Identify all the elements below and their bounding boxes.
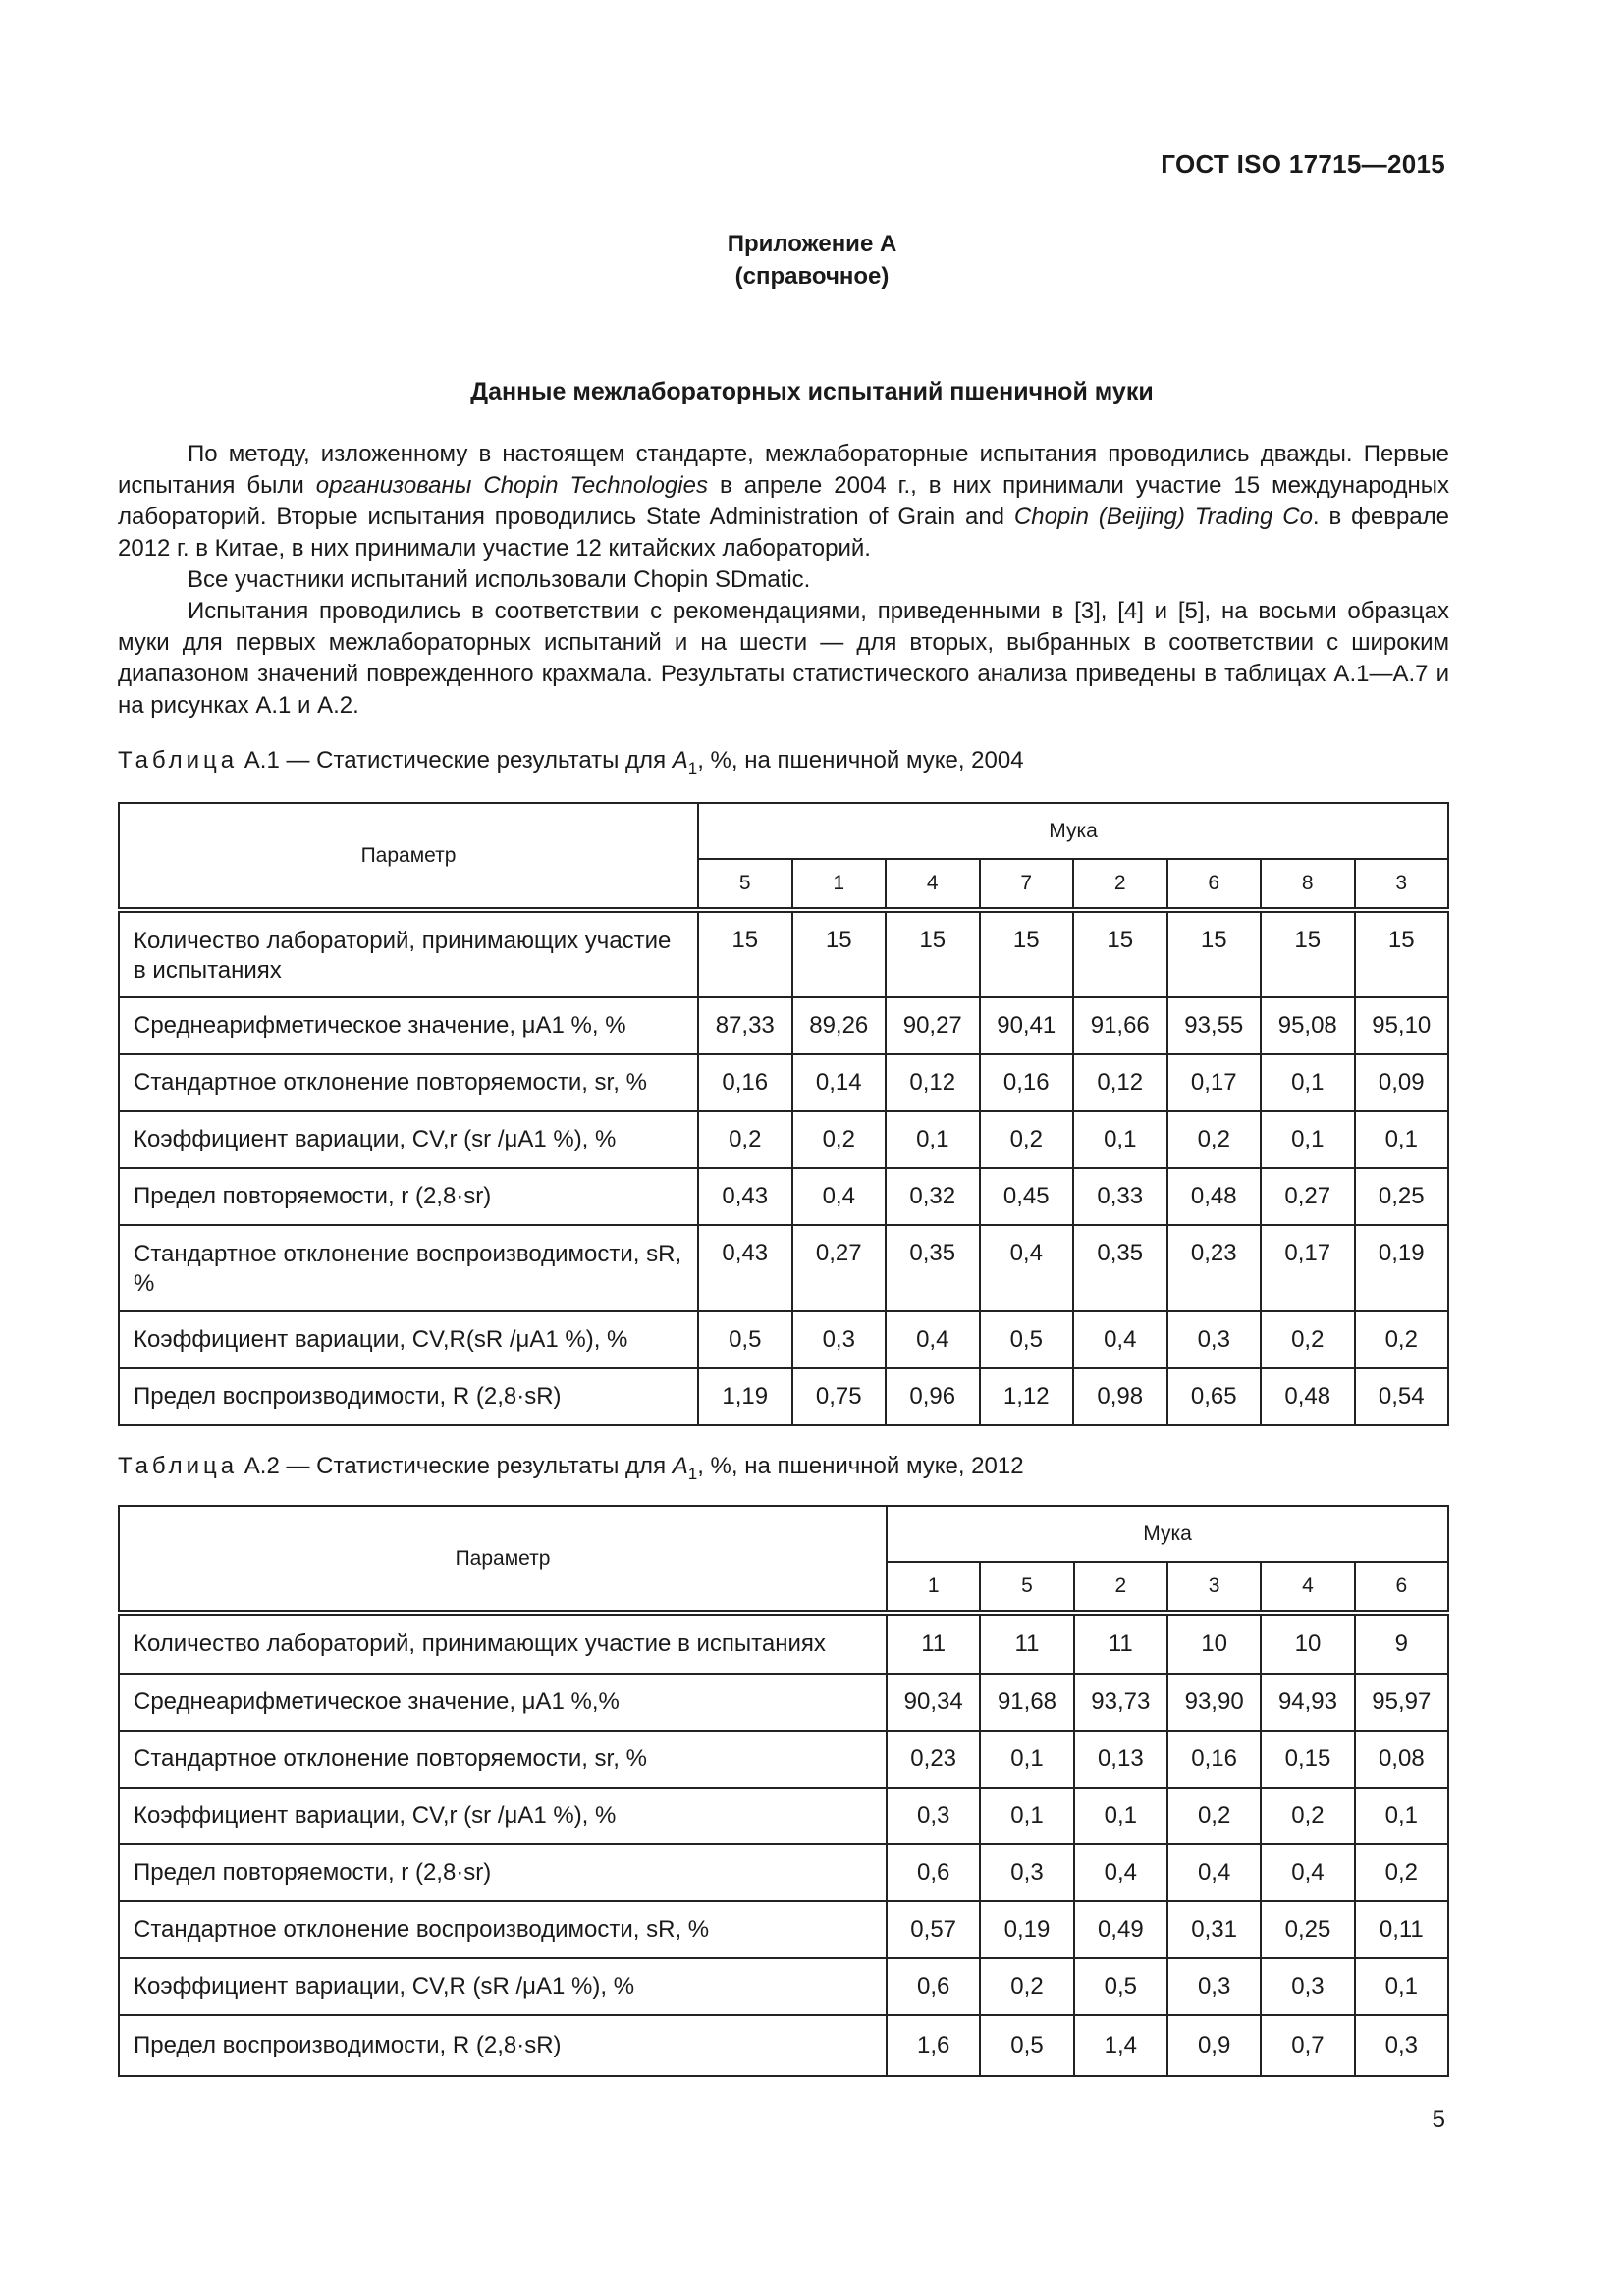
table-row [119, 997, 1448, 1054]
value-cell: 0,45 [980, 1168, 1074, 1225]
value-cell: 0,6 [887, 1844, 980, 1901]
value-cell: 0,3 [792, 1311, 887, 1368]
value-cell: 0,2 [792, 1111, 887, 1168]
value-cell: 0,3 [980, 1844, 1073, 1901]
parameter-cell: Предел воспроизводимости, R (2,8·sR) [119, 1368, 698, 1425]
value-cell: 0,2 [1261, 1788, 1354, 1844]
caption-subscript: 1 [687, 1464, 698, 1483]
value-cell: 0,25 [1355, 1168, 1449, 1225]
table-row [119, 1613, 1448, 1674]
caption-symbol: A [672, 747, 688, 774]
value-cell: 0,09 [1355, 1054, 1449, 1111]
page-number: 5 [1432, 2107, 1445, 2133]
paragraph-1-italic: организованы Chopin Technologies [315, 472, 708, 499]
value-cell: 0,17 [1261, 1225, 1355, 1311]
value-cell: 0,27 [1261, 1168, 1355, 1225]
table-row [119, 1674, 1448, 1731]
value-cell: 11 [1074, 1613, 1167, 1674]
value-cell: 0,3 [1355, 2015, 1448, 2076]
table-row [119, 1788, 1448, 1844]
value-cell: 15 [792, 910, 887, 997]
value-cell: 15 [1073, 910, 1167, 997]
value-cell: 0,1 [1355, 1958, 1448, 2015]
paragraph-1-part: в апреле 2004 г., в них принимали участие 15 международных лабораторий. Вторые испытания проводились State Administration of Grain and [118, 472, 1450, 530]
value-cell: 0,4 [1261, 1844, 1354, 1901]
value-cell: 10 [1261, 1613, 1354, 1674]
parameter-cell: Предел повторяемости, r (2,8·sr) [119, 1168, 698, 1225]
value-cell: 0,3 [1167, 1958, 1261, 2015]
column-header: 6 [1355, 1562, 1448, 1613]
value-cell: 0,54 [1355, 1368, 1449, 1425]
value-cell: 0,11 [1355, 1901, 1448, 1958]
value-cell: 0,4 [792, 1168, 887, 1225]
parameter-cell: Коэффициент вариации, CV,R(sR /μA1 %), % [119, 1311, 698, 1368]
value-cell: 0,4 [1074, 1844, 1167, 1901]
value-cell: 0,48 [1261, 1368, 1355, 1425]
parameter-cell: Предел повторяемости, r (2,8·sr) [119, 1844, 887, 1901]
caption-id: А.2 [244, 1453, 280, 1479]
table-row [119, 1225, 1448, 1311]
value-cell: 0,1 [1261, 1054, 1355, 1111]
parameter-cell: Стандартное отклонение воспроизводимости, sR, % [119, 1901, 887, 1958]
column-header: 2 [1073, 859, 1167, 910]
paragraph-2: Все участники испытаний использовали Chopin SDmatic. [188, 566, 811, 593]
value-cell: 0,57 [887, 1901, 980, 1958]
value-cell: 1,4 [1074, 2015, 1167, 2076]
parameter-cell: Среднеарифметическое значение, μA1 %, % [119, 997, 698, 1054]
caption-text: — Статистические результаты для [279, 747, 673, 774]
value-cell: 0,96 [886, 1368, 980, 1425]
value-cell: 15 [980, 910, 1074, 997]
column-header: 3 [1355, 859, 1449, 910]
value-cell: 0,65 [1167, 1368, 1262, 1425]
table-a1 [118, 802, 1449, 1426]
value-cell: 1,19 [698, 1368, 792, 1425]
value-cell: 93,55 [1167, 997, 1262, 1054]
column-header: 1 [887, 1562, 980, 1613]
value-cell: 0,1 [1355, 1788, 1448, 1844]
value-cell: 0,43 [698, 1225, 792, 1311]
column-header: 5 [980, 1562, 1073, 1613]
value-cell: 95,10 [1355, 997, 1449, 1054]
value-cell: 91,66 [1073, 997, 1167, 1054]
value-cell: 0,23 [887, 1731, 980, 1788]
value-cell: 15 [1167, 910, 1262, 997]
value-cell: 0,3 [1261, 1958, 1354, 2015]
value-cell: 0,48 [1167, 1168, 1262, 1225]
value-cell: 0,32 [886, 1168, 980, 1225]
value-cell: 0,08 [1355, 1731, 1448, 1788]
caption-text: , %, на пшеничной муке, 2004 [697, 747, 1024, 774]
value-cell: 0,1 [1261, 1111, 1355, 1168]
value-cell: 0,98 [1073, 1368, 1167, 1425]
column-header: 4 [886, 859, 980, 910]
value-cell: 0,2 [1261, 1311, 1355, 1368]
value-cell: 0,2 [1355, 1844, 1448, 1901]
column-header: 8 [1261, 859, 1355, 910]
table-row [119, 1368, 1448, 1425]
value-cell: 89,26 [792, 997, 887, 1054]
parameter-cell: Количество лабораторий, принимающих участие в испытаниях [119, 910, 698, 997]
table-row [119, 1958, 1448, 2015]
value-cell: 10 [1167, 1613, 1261, 1674]
paragraph-1-part: . в феврале 2012 г. в Китае, в них принимали участие 12 китайских лабораторий. [118, 504, 1449, 561]
value-cell: 0,1 [980, 1731, 1073, 1788]
value-cell: 91,68 [980, 1674, 1073, 1731]
value-cell: 0,9 [1167, 2015, 1261, 2076]
value-cell: 0,12 [886, 1054, 980, 1111]
value-cell: 11 [887, 1613, 980, 1674]
table-row [119, 910, 1448, 997]
caption-text: — Статистические результаты для [279, 1453, 673, 1479]
value-cell: 0,5 [980, 1311, 1074, 1368]
parameter-cell: Стандартное отклонение воспроизводимости, sR, % [119, 1225, 698, 1311]
parameter-cell: Предел воспроизводимости, R (2,8·sR) [119, 2015, 887, 2076]
value-cell: 0,49 [1074, 1901, 1167, 1958]
table-row [119, 1844, 1448, 1901]
value-cell: 0,1 [886, 1111, 980, 1168]
value-cell: 0,5 [698, 1311, 792, 1368]
value-cell: 0,25 [1261, 1901, 1354, 1958]
table-row [119, 2015, 1448, 2076]
value-cell: 1,6 [887, 2015, 980, 2076]
value-cell: 9 [1355, 1613, 1448, 1674]
caption-word: Таблица [118, 1453, 239, 1479]
table-row [119, 1054, 1448, 1111]
table-row [119, 1731, 1448, 1788]
value-cell: 0,2 [1355, 1311, 1449, 1368]
table-a2 [118, 1505, 1449, 2077]
value-cell: 0,12 [1073, 1054, 1167, 1111]
value-cell: 0,2 [980, 1111, 1074, 1168]
value-cell: 0,14 [792, 1054, 887, 1111]
paragraph-1 [118, 439, 1449, 564]
value-cell: 0,33 [1073, 1168, 1167, 1225]
column-header: 5 [698, 859, 792, 910]
column-header: 1 [792, 859, 887, 910]
value-cell: 90,27 [886, 997, 980, 1054]
value-cell: 0,16 [980, 1054, 1074, 1111]
value-cell: 15 [1355, 910, 1449, 997]
value-cell: 0,15 [1261, 1731, 1354, 1788]
value-cell: 0,23 [1167, 1225, 1262, 1311]
paragraph-1-part: По методу, изложенному в настоящем стандарте, межлабораторные испытания проводились дважды. Первые испытания были [118, 441, 1449, 499]
paragraph-1-italic: Chopin (Beijing) Trading Co [1013, 504, 1313, 530]
value-cell: 0,3 [1167, 1311, 1262, 1368]
column-header: 6 [1167, 859, 1262, 910]
parameter-cell: Коэффициент вариации, CV,r (sr /μA1 %), % [119, 1788, 887, 1844]
value-cell: 0,43 [698, 1168, 792, 1225]
caption-text: , %, на пшеничной муке, 2012 [697, 1453, 1024, 1479]
caption-word: Таблица [118, 747, 239, 774]
value-cell: 0,5 [980, 2015, 1073, 2076]
value-cell: 0,75 [792, 1368, 887, 1425]
param-header: Параметр [119, 1506, 887, 1613]
value-cell: 15 [698, 910, 792, 997]
caption-symbol: A [672, 1453, 688, 1479]
group-header: Мука [698, 803, 1448, 859]
value-cell: 90,41 [980, 997, 1074, 1054]
caption-id: А.1 [244, 747, 280, 774]
value-cell: 0,31 [1167, 1901, 1261, 1958]
table-row [119, 1111, 1448, 1168]
table-row [119, 1311, 1448, 1368]
value-cell: 93,90 [1167, 1674, 1261, 1731]
caption-subscript: 1 [687, 758, 698, 777]
table-a2-caption [118, 1453, 1024, 1484]
paragraph-3: Испытания проводились в соответствии с рекомендациями, приведенными в [3], [4] и [5], на восьми образцах муки для первых межлабораторных испытаний и на шести — для вторых, выбранных в соответствии с широким диапазоном значений поврежденного крахмала. Результаты статистического анализа приведены в таблицах А.1—А.7 и на рисунках А.1 и А.2. [118, 598, 1449, 719]
parameter-cell: Среднеарифметическое значение, μA1 %,% [119, 1674, 887, 1731]
column-header: 2 [1074, 1562, 1167, 1613]
appendix-heading [0, 228, 1624, 293]
value-cell: 0,4 [886, 1311, 980, 1368]
column-header: 7 [980, 859, 1074, 910]
value-cell: 15 [1261, 910, 1355, 997]
param-header: Параметр [119, 803, 698, 910]
value-cell: 0,13 [1074, 1731, 1167, 1788]
column-header: 3 [1167, 1562, 1261, 1613]
value-cell: 0,4 [1167, 1844, 1261, 1901]
value-cell: 0,1 [1073, 1111, 1167, 1168]
group-header: Мука [887, 1506, 1448, 1562]
value-cell: 95,97 [1355, 1674, 1448, 1731]
parameter-cell: Стандартное отклонение повторяемости, sr, % [119, 1054, 698, 1111]
value-cell: 0,19 [980, 1901, 1073, 1958]
parameter-cell: Коэффициент вариации, CV,R (sR /μA1 %), % [119, 1958, 887, 2015]
value-cell: 0,1 [1074, 1788, 1167, 1844]
value-cell: 0,27 [792, 1225, 887, 1311]
value-cell: 0,2 [698, 1111, 792, 1168]
value-cell: 0,2 [1167, 1788, 1261, 1844]
value-cell: 94,93 [1261, 1674, 1354, 1731]
value-cell: 0,4 [980, 1225, 1074, 1311]
appendix-subtitle: (справочное) [734, 263, 890, 290]
value-cell: 0,35 [886, 1225, 980, 1311]
table-a1-caption [118, 747, 1024, 778]
value-cell: 0,2 [980, 1958, 1073, 2015]
value-cell: 93,73 [1074, 1674, 1167, 1731]
value-cell: 0,1 [980, 1788, 1073, 1844]
value-cell: 90,34 [887, 1674, 980, 1731]
value-cell: 1,12 [980, 1368, 1074, 1425]
column-header: 4 [1261, 1562, 1354, 1613]
parameter-cell: Количество лабораторий, принимающих участие в испытаниях [119, 1613, 887, 1674]
value-cell: 0,35 [1073, 1225, 1167, 1311]
table-row [119, 1901, 1448, 1958]
table-row [119, 1168, 1448, 1225]
value-cell: 0,1 [1355, 1111, 1449, 1168]
value-cell: 15 [886, 910, 980, 997]
value-cell: 95,08 [1261, 997, 1355, 1054]
value-cell: 11 [980, 1613, 1073, 1674]
value-cell: 0,7 [1261, 2015, 1354, 2076]
value-cell: 0,16 [698, 1054, 792, 1111]
parameter-cell: Стандартное отклонение повторяемости, sr, % [119, 1731, 887, 1788]
appendix-title: Приложение А [727, 231, 897, 257]
document-code: ГОСТ ISO 17715—2015 [1161, 149, 1445, 179]
value-cell: 87,33 [698, 997, 792, 1054]
value-cell: 0,4 [1073, 1311, 1167, 1368]
body-text [118, 439, 1449, 721]
value-cell: 0,5 [1074, 1958, 1167, 2015]
value-cell: 0,2 [1167, 1111, 1262, 1168]
value-cell: 0,19 [1355, 1225, 1449, 1311]
value-cell: 0,6 [887, 1958, 980, 2015]
value-cell: 0,17 [1167, 1054, 1262, 1111]
value-cell: 0,16 [1167, 1731, 1261, 1788]
section-title: Данные межлабораторных испытаний пшеничной муки [470, 378, 1154, 405]
value-cell: 0,3 [887, 1788, 980, 1844]
parameter-cell: Коэффициент вариации, CV,r (sr /μA1 %), % [119, 1111, 698, 1168]
